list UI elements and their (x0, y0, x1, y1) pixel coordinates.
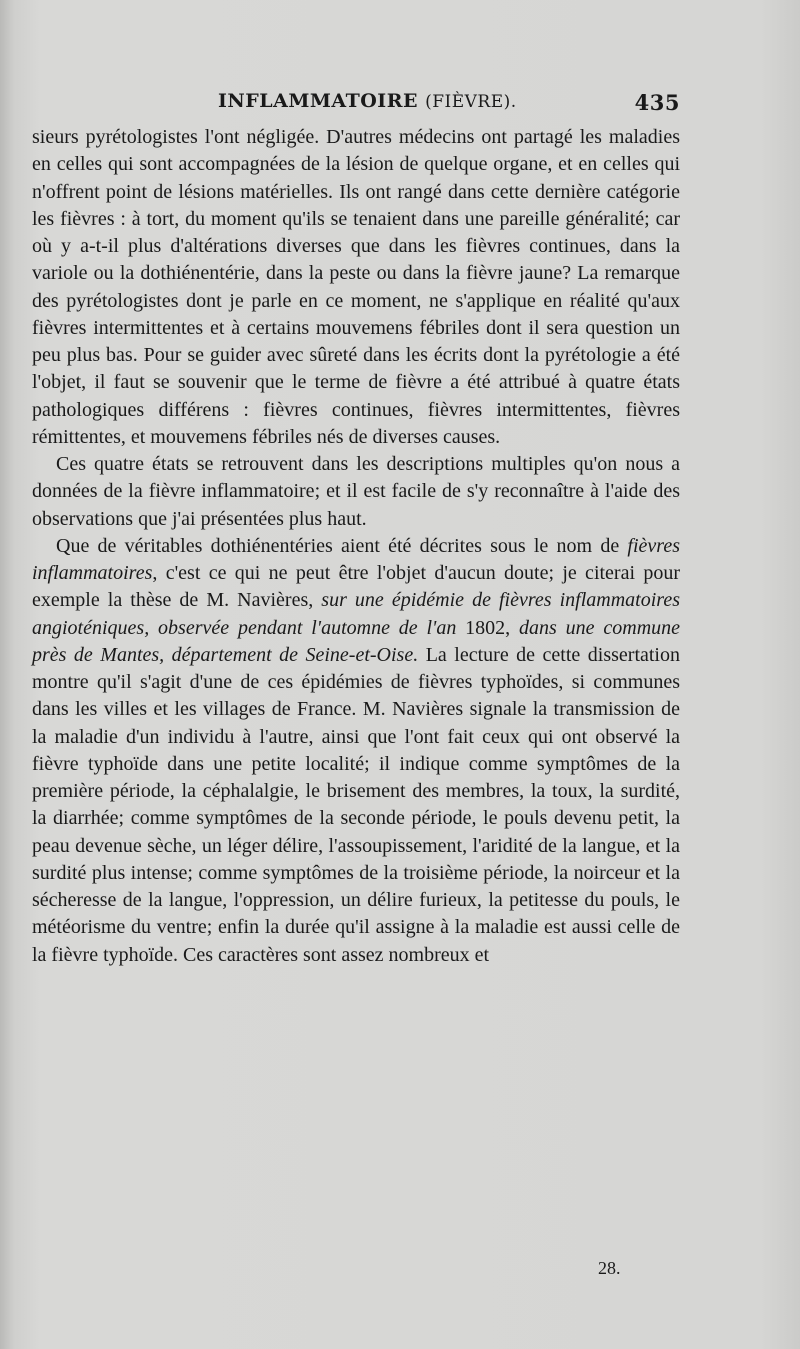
p3-italic-1: fièvres inflammatoires (32, 534, 680, 584)
p3-text-c: La lecture de cette dissertation montre qu'il s'agit d'une de ces épidémies de fièvres typhoïdes, si communes dans les villes et les villages de France. M. Navières signale la transmission de la maladie d'un individu à l'autre, ainsi que l'ont fait ceux qui ont observé la fièvre typhoïde dans une petite localité; il indique comme symptômes de la première période, la céphalalgie, le brisement des membres, la toux, la surdité, la diarrhée; comme symptômes de la seconde période, le pouls devenu petit, la peau devenue sèche, un léger délire, l'assoupissement, l'aridité de la langue, et la surdité plus intense; comme symptômes de la troisième période, la noirceur et la sécheresse de la langue, l'oppression, un délire furieux, la petitesse du pouls, le météorisme du ventre; enfin la durée qu'il assigne à la maladie est aussi celle de la fièvre typhoïde. Ces caractères sont assez nombreux et (32, 643, 680, 966)
p3-text-a: Que de véritables dothiénentéries aient été décrites sous le nom de (56, 534, 628, 557)
running-header (218, 90, 680, 118)
paragraph-3 (32, 533, 680, 969)
p3-italic-3: dans une commune près de Mantes, département de Seine-et-Oise. (32, 616, 681, 666)
p3-text-b: , c'est ce qui ne peut être l'objet d'aucun doute; je citerai pour exemple la thèse de M. Navières, (32, 562, 680, 612)
running-title-paren: (FIÈVRE). (425, 92, 517, 112)
page-number: 435 (634, 90, 680, 115)
paragraph-1: sieurs pyrétologistes l'ont négligée. D'autres médecins ont partagé les maladies en celles qui sont accompagnées de la lésion de quelque organe, et en celles qui n'offrent point de lésions matérielles. Ils ont rangé dans cette dernière catégorie les fièvres : à tort, du moment qu'ils se tenaient dans une pareille généralité; car où y a-t-il plus d'altérations diverses que dans les fièvres continues, dans la variole ou la dothiénentérie, dans la peste ou dans la fièvre jaune? La remarque des pyrétologistes dont je parle en ce moment, ne s'applique en réalité qu'aux fièvres intermittentes et à certains mouvemens fébriles dont il sera question un peu plus bas. Pour se guider avec sûreté dans les écrits dont la pyrétologie a été l'objet, il faut se souvenir que le terme de fièvre a été attribué à quatre états pathologiques différens : fièvres continues, fièvres intermittentes, fièvres rémittentes, et mouvemens fébriles nés de diverses causes. (32, 126, 680, 448)
paragraph-2: Ces quatre états se retrouvent dans les descriptions multiples qu'on nous a données de la fièvre inflammatoire; et il est facile de s'y reconnaître à l'aide des observations que j'ai présentées plus haut. (32, 453, 680, 530)
running-title-main: INFLAMMATOIRE (218, 90, 418, 112)
p3-year: 1802, (456, 616, 520, 639)
body-text (32, 124, 680, 969)
p3-italic-2: sur une épidémie de fièvres inflammatoires angioténiques, observée pendant l'automne de l'an (32, 589, 680, 639)
running-title (218, 90, 517, 112)
signature-mark: 28. (598, 1258, 621, 1278)
